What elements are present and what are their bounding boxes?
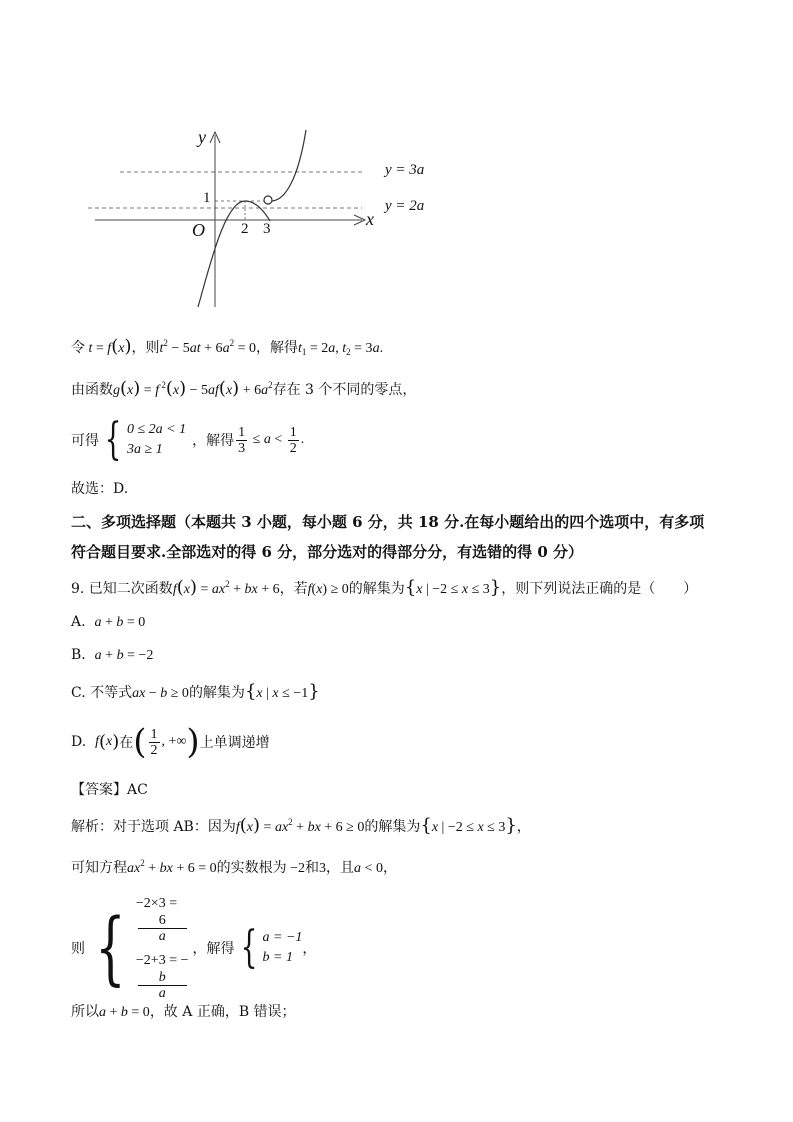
solution-line-substitute: 令 t = f(x)，则$t^2 - 5at + 6a^2 = 0$，解得$t_1 = 2a$, $t_2 = 3a$. xyxy=(71,336,384,357)
function-graph xyxy=(80,125,460,315)
analysis-line-2: 可知方程$ax^2$ + bx + 6 = 0的实数根为 −2和3，且a < 0， xyxy=(71,858,397,876)
question-9-stem: 9. 已知二次函数$f(x) = ax^2$ + bx + 6，若f(x) ≥ 0的解集为{x | −2 ≤ x ≤ 3}，则下列说法正确的是（ ） xyxy=(71,577,698,598)
section-heading-line2: 符合题目要求.全部选对的得 6 分，部分选对的得部分分，有选错的得 0 分） xyxy=(71,543,583,561)
solution-line-system: 可得 { 0 ≤ 2a < 1 3a ≥ 1 ，解得 $\frac{1}{3}$ ≤ a < $\frac{1}{2}$ . xyxy=(71,414,305,465)
tick-label-1: 1 xyxy=(203,190,211,206)
y-axis-label: y xyxy=(198,127,206,147)
analysis-line-1: 解析：对于选项 AB：因为$f(x) = ax^2$ + bx + 6 ≥ 0的解集为{x | −2 ≤ x ≤ 3}， xyxy=(71,815,531,836)
option-a: A. a + b = 0 xyxy=(71,614,146,630)
section-heading-line1: 二、多项选择题（本题共 3 小题，每小题 6 分，共 18 分.在每小题给出的四个选项中，有多项 xyxy=(71,513,705,531)
option-d: D. f(x)在( $\frac{1}{2}$ , +∞)上单调递增 xyxy=(71,722,270,762)
open-circle xyxy=(264,196,272,204)
curve-right-branch xyxy=(272,130,306,201)
label-y-2a: y = 2a xyxy=(385,198,425,214)
tick-label-2: 2 xyxy=(241,221,249,237)
analysis-conclusion: 所以a + b = 0，故 A 正确，B 错误； xyxy=(71,1004,296,1020)
curve-cubic xyxy=(198,201,270,307)
answer: 【答案】AC xyxy=(71,782,148,798)
label-y-3a: y = 3a xyxy=(385,162,425,178)
tick-label-3: 3 xyxy=(263,221,271,237)
option-b: B. a + b = −2 xyxy=(71,647,154,663)
x-axis-label: x xyxy=(366,209,374,229)
analysis-system: 则 { −2×3 = 6 a −2+3 = − b a ，解得 { a = −1 b = 1 ， xyxy=(71,896,317,1001)
origin-label: O xyxy=(192,220,205,240)
solution-line-function: 由函数g(x) = f $^2(x) - 5af(x) + 6a^2$存在 3 个不同的零点， xyxy=(71,378,417,399)
option-c: C. 不等式ax − b ≥ 0的解集为{x | x ≤ −1} xyxy=(71,681,320,702)
solution-choice: 故选：D. xyxy=(71,481,129,497)
